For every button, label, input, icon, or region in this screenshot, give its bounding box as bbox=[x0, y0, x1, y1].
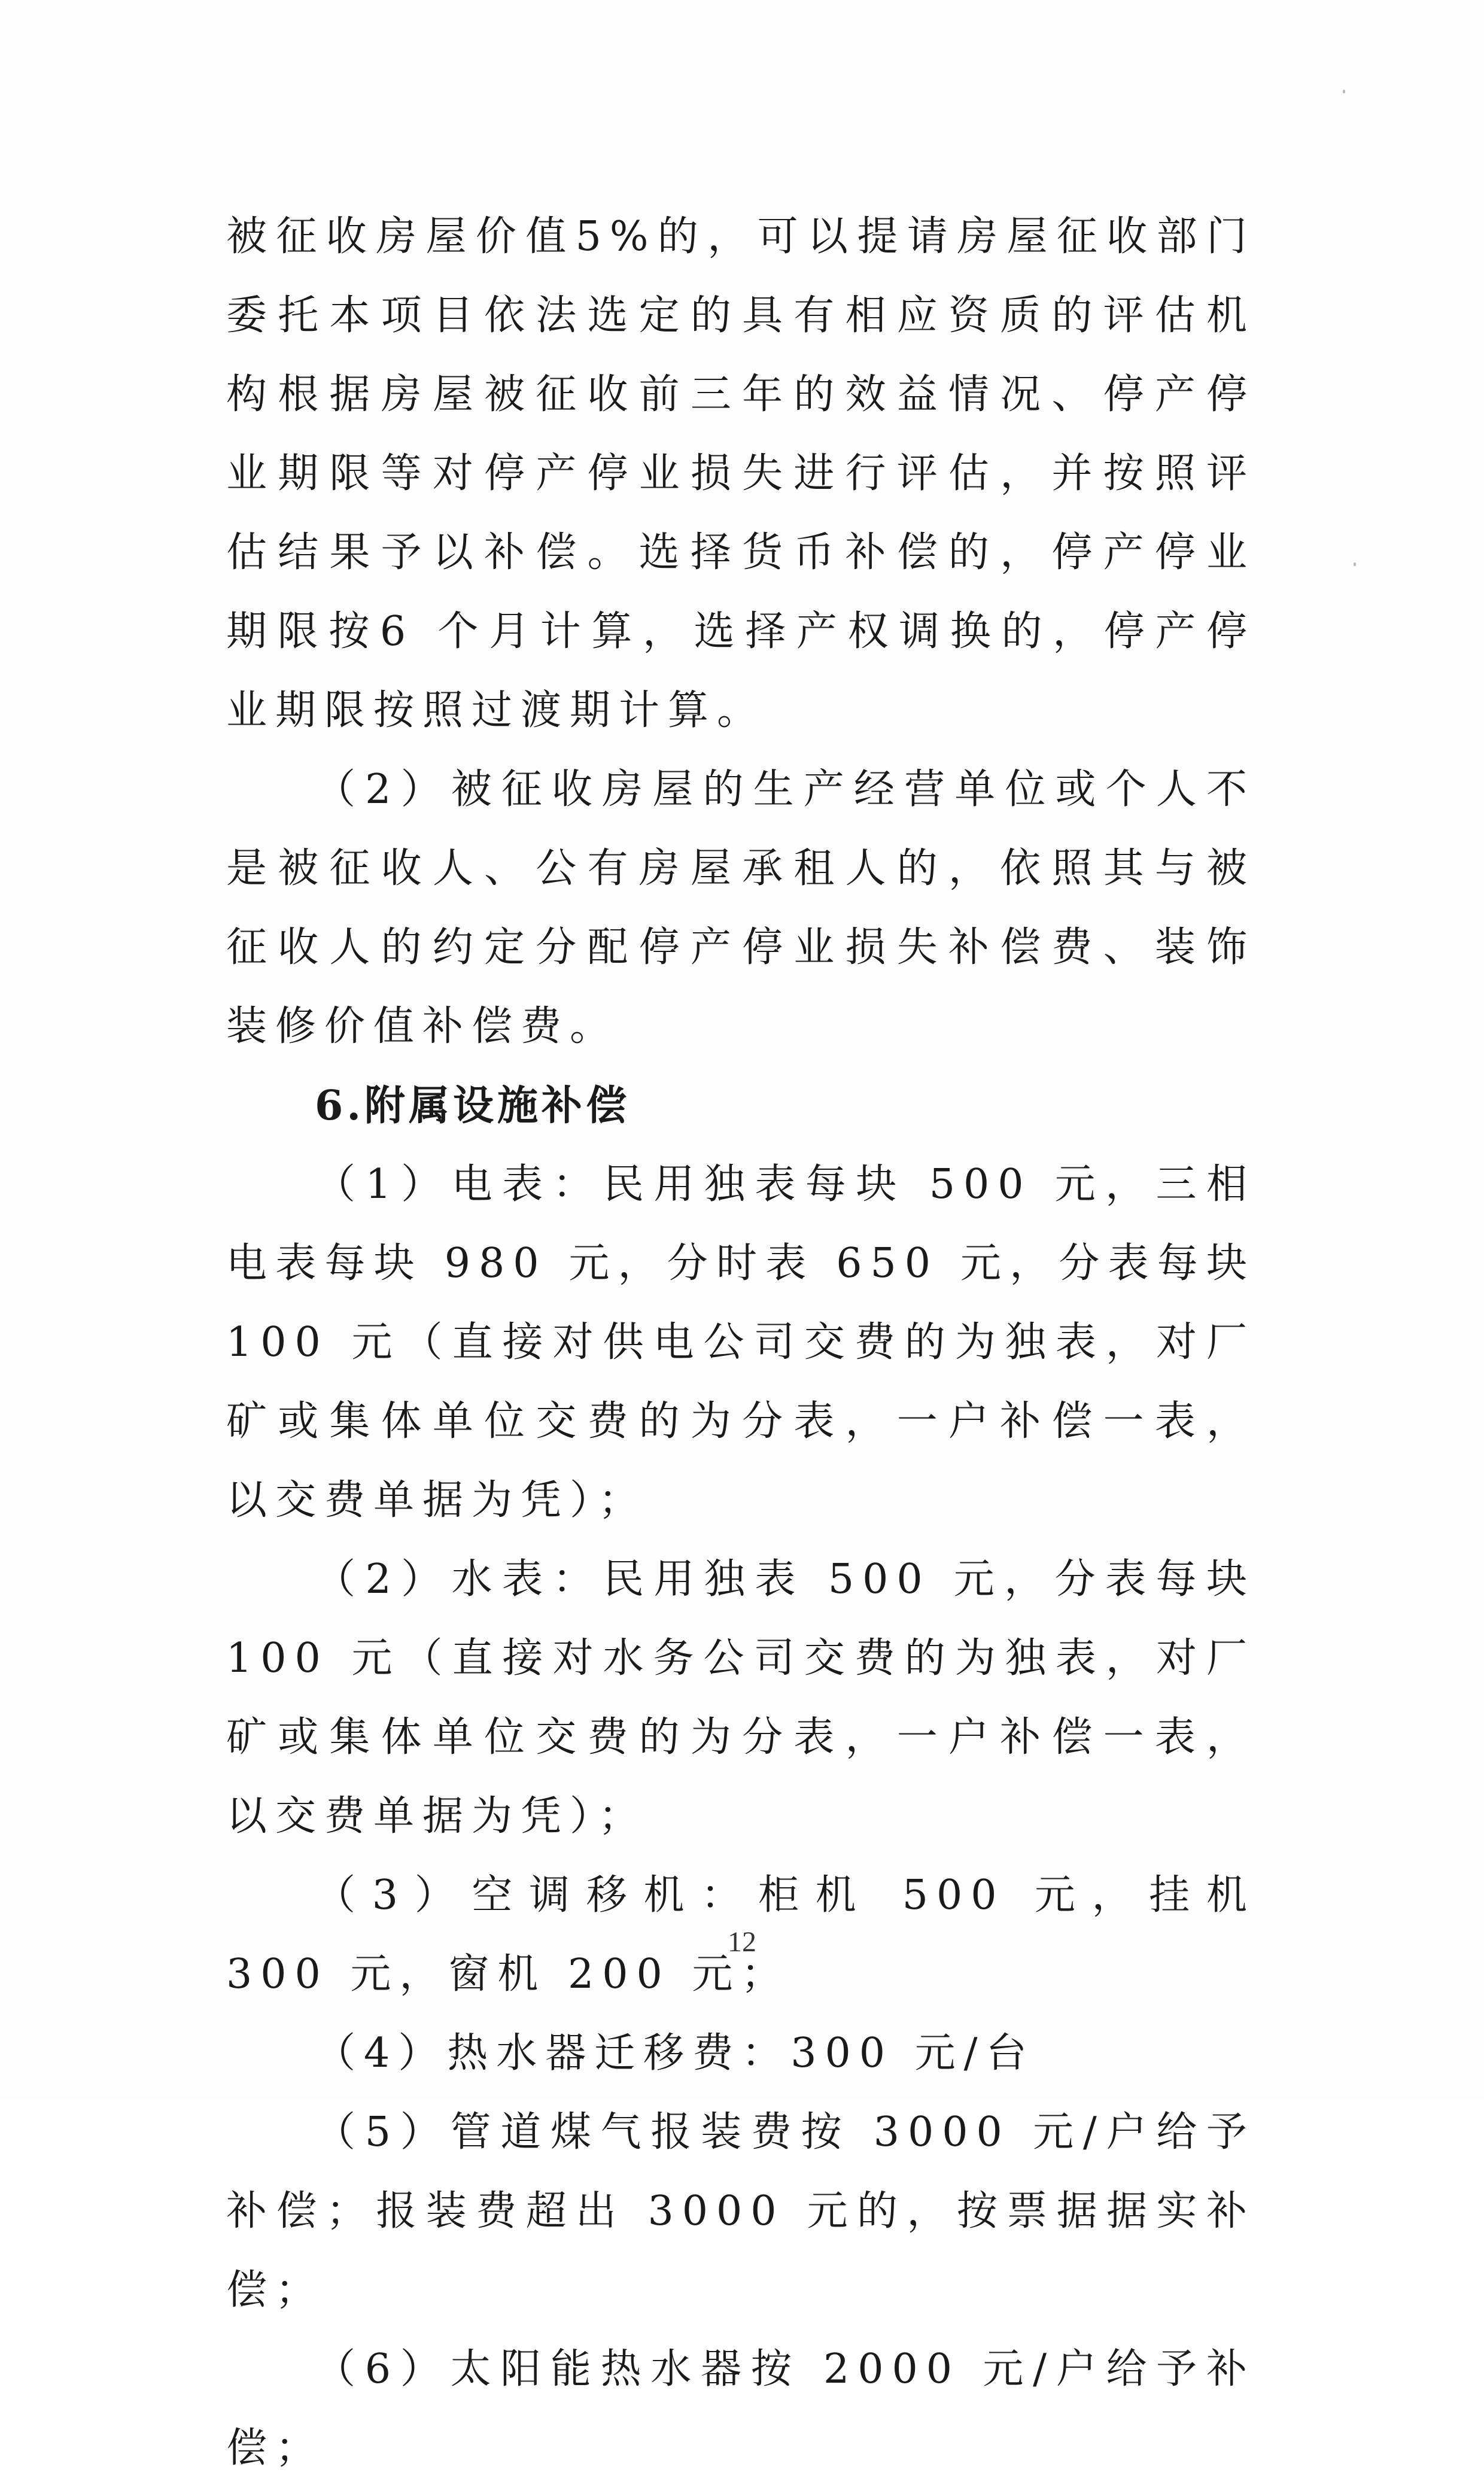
paragraph-item-5-gas-installation: （5）管道煤气报装费按 3000 元/户给予补偿；报装费超出 3000 元的，按票据据实补偿； bbox=[226, 2109, 1255, 2314]
scan-speck bbox=[1354, 562, 1356, 566]
paragraph-compensation-assessment: 被征收房屋价值5%的，可以提请房屋征收部门委托本项目依法选定的具有相应资质的评估机构根据房屋被征收前三年的效益情况、停产停业期限等对停产停业损失进行评估，并按照评估结果予以补偿。选择货币补偿的，停产停业期限按6 个月计算，选择产权调换的，停产停业期限按照过渡期计算。 bbox=[226, 213, 1255, 734]
document-body bbox=[226, 197, 1255, 2488]
paragraph-item-2-business-operator: （2）被征收房屋的生产经营单位或个人不是被征收人、公有房屋承租人的，依照其与被征收人的约定分配停产停业损失补偿费、装饰装修价值补偿费。 bbox=[226, 766, 1255, 1050]
page-number: 12 bbox=[728, 1926, 756, 1958]
paragraph-item-2-water-meter: （2）水表：民用独表 500 元，分表每块 100 元（直接对水务公司交费的为独表，对厂矿或集体单位交费的为分表，一户补偿一表，以交费单据为凭）； bbox=[226, 1556, 1255, 1840]
paragraph-item-1-electric-meter: （1）电表：民用独表每块 500 元，三相电表每块 980 元，分时表 650 元，分表每块 100 元（直接对供电公司交费的为独表，对厂矿或集体单位交费的为分表，一户补偿一表，以交费单据为凭）； bbox=[226, 1161, 1255, 1524]
paragraph-item-3-air-conditioner: （3）空调移机：柜机 500 元，挂机 300 元，窗机 200 元； bbox=[226, 1872, 1255, 1998]
paragraph-item-4-water-heater: （4）热水器迁移费：300 元/台 bbox=[315, 2030, 1035, 2077]
paragraph-item-6-solar-heater: （6）太阳能热水器按 2000 元/户给予补偿； bbox=[226, 2346, 1255, 2472]
scan-speck bbox=[1343, 90, 1345, 93]
section-heading-ancillary-facilities: 6.附属设施补偿 bbox=[315, 1082, 630, 1130]
